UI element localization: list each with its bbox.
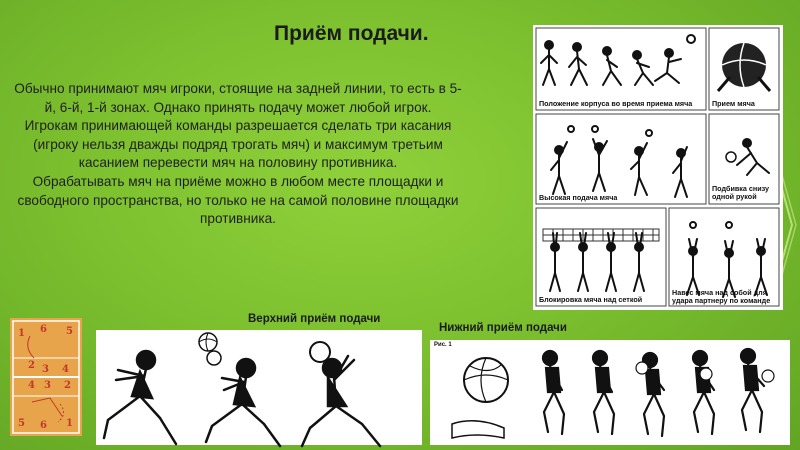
body-paragraph: Обрабатывать мяч на приёме можно в любом месте площадки и свободного пространства, но только не на самой половине площадки противника.: [17, 173, 459, 227]
zone-number: 6: [40, 420, 47, 431]
zone-number: 3: [42, 364, 49, 375]
caption-ball-reception: Прием мяча: [712, 99, 755, 108]
zone-number: 5: [66, 326, 73, 337]
bottom-reception-drawing: [430, 340, 790, 445]
top-reception-drawing: [96, 330, 422, 445]
zone-number: 1: [66, 418, 73, 429]
zone-number: 3: [44, 380, 51, 391]
zone-number: 2: [28, 360, 35, 371]
bottom-reception-panel: [430, 340, 790, 445]
body-paragraph: Обычно принимают мяч игроки, стоящие на задней линии, то есть в 5-й, 6-й, 1-й зонах. Однако принять подачу может любой игрок.: [14, 81, 462, 115]
court-diagram: [10, 318, 82, 436]
bottom-reception-label: Нижний приём подачи: [439, 322, 567, 334]
zone-number: 4: [28, 380, 35, 391]
volleyball-icon: [196, 330, 220, 354]
zone-number: 4: [62, 364, 69, 375]
top-reception-panel: [96, 330, 422, 445]
body-paragraph: Игрокам принимающей команды разрешается сделать три касания (игроку нельзя дважды подряд трогать мяч) и максимум третьим касанием перевести мяч на половину противника.: [24, 118, 452, 171]
caption-high-serve: Высокая подача мяча: [539, 193, 618, 202]
caption-body-position: Положение корпуса во время приема мяча: [539, 99, 693, 108]
top-reception-label: Верхний приём подачи: [248, 313, 381, 325]
slide-body-text: [14, 80, 462, 229]
zone-number: 6: [40, 324, 47, 335]
zone-number: 2: [64, 380, 71, 391]
figure-grid-drawing: [533, 25, 783, 310]
caption-underhand-pass: Подбивка снизу одной рукой: [712, 184, 770, 201]
zone-number: 5: [18, 418, 25, 429]
caption-block: Блокировка мяча над сеткой: [539, 295, 643, 304]
slide-title: Приём подачи.: [274, 22, 429, 45]
figure-number: Рис. 1: [434, 342, 452, 348]
caption-overhead-set: Навес мяча над собой для удара партнеру по команде: [672, 288, 771, 305]
zone-number: 1: [18, 328, 25, 339]
figure-grid-panel: [533, 25, 783, 310]
